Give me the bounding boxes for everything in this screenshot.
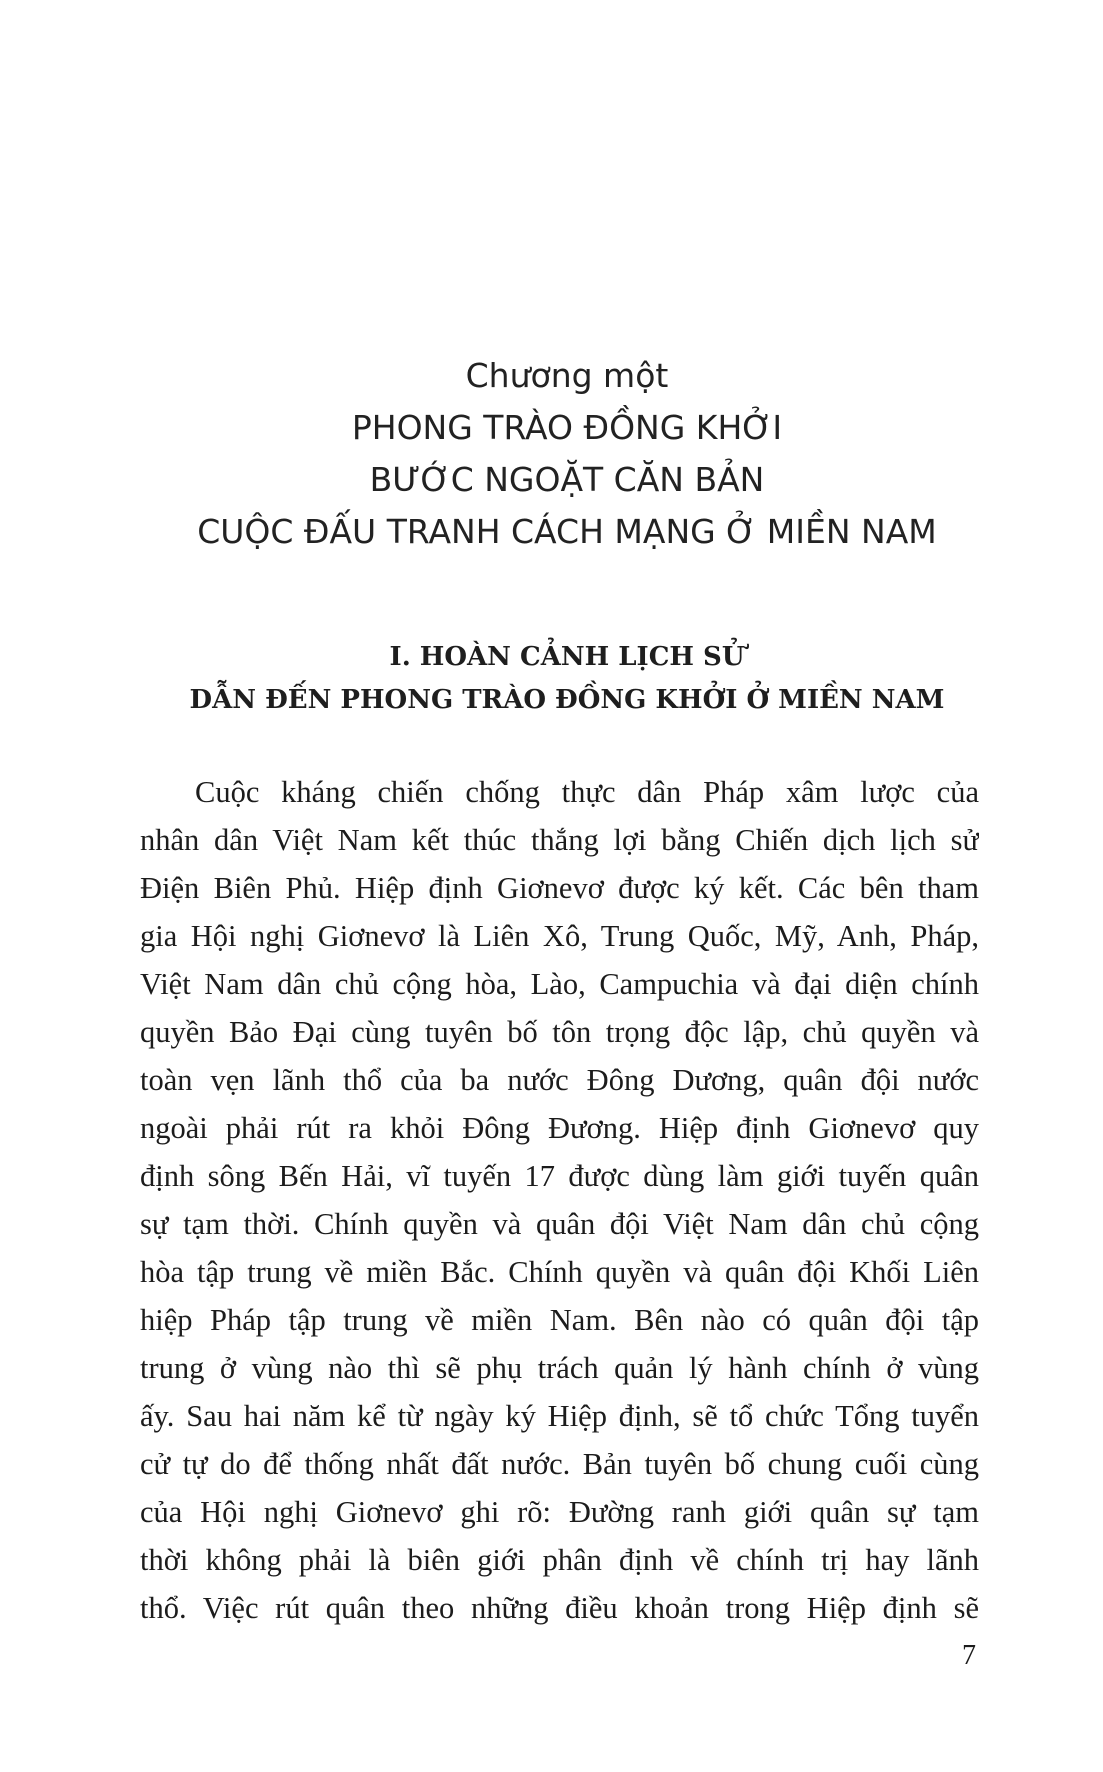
paragraph-line: thời không phải là biên giới phân định về chính trị hay lãnh	[140, 1543, 979, 1577]
body-paragraph	[140, 768, 979, 1632]
paragraph-line: hiệp Pháp tập trung về miền Nam. Bên nào có quân đội tập	[140, 1303, 979, 1337]
paragraph-line: Việt Nam dân chủ cộng hòa, Lào, Campuchia và đại diện chính	[140, 967, 979, 1001]
section-title-line-1: I. HOÀN CẢNH LỊCH SỬ	[389, 642, 745, 672]
chapter-title-line-3: CUỘC ĐẤU TRANH CÁCH MẠNG Ở MIỀN NAM	[197, 512, 937, 551]
paragraph-line: thổ. Việc rút quân theo những điều khoản trong Hiệp định sẽ	[140, 1591, 979, 1625]
chapter-heading	[140, 350, 994, 558]
paragraph-line: gia Hội nghị Giơnevơ là Liên Xô, Trung Quốc, Mỹ, Anh, Pháp,	[140, 919, 979, 953]
paragraph-line: quyền Bảo Đại cùng tuyên bố tôn trọng độc lập, chủ quyền và	[140, 1015, 979, 1049]
paragraph-line: cử tự do để thống nhất đất nước. Bản tuyên bố chung cuối cùng	[140, 1447, 979, 1481]
section-heading	[140, 636, 994, 722]
section-title-line-2: DẪN ĐẾN PHONG TRÀO ĐỒNG KHỞI Ở MIỀN NAM	[189, 685, 945, 715]
paragraph-line: ấy. Sau hai năm kể từ ngày ký Hiệp định, sẽ tổ chức Tổng tuyển	[140, 1399, 979, 1433]
page-number: 7	[962, 1640, 976, 1671]
paragraph-line: nhân dân Việt Nam kết thúc thắng lợi bằng Chiến dịch lịch sử	[140, 823, 979, 857]
paragraph-line: của Hội nghị Giơnevơ ghi rõ: Đường ranh giới quân sự tạm	[140, 1495, 979, 1529]
paragraph-line: toàn vẹn lãnh thổ của ba nước Đông Dương, quân đội nước	[140, 1063, 979, 1097]
paragraph-line: Điện Biên Phủ. Hiệp định Giơnevơ được ký kết. Các bên tham	[140, 871, 979, 905]
chapter-label: Chương một	[465, 356, 669, 395]
paragraph-line: Cuộc kháng chiến chống thực dân Pháp xâm lược của	[195, 775, 979, 809]
chapter-title-line-2: BƯỚC NGOẶT CĂN BẢN	[369, 460, 765, 499]
paragraph-line: ngoài phải rút ra khỏi Đông Đương. Hiệp định Giơnevơ quy	[140, 1111, 979, 1145]
paragraph-line: sự tạm thời. Chính quyền và quân đội Việt Nam dân chủ cộng	[140, 1207, 979, 1241]
paragraph-line: định sông Bến Hải, vĩ tuyến 17 được dùng làm giới tuyến quân	[140, 1159, 979, 1193]
chapter-title-line-1: PHONG TRÀO ĐỒNG KHỞI	[351, 408, 783, 447]
paragraph-line: hòa tập trung về miền Bắc. Chính quyền và quân đội Khối Liên	[140, 1255, 979, 1289]
paragraph-line: trung ở vùng nào thì sẽ phụ trách quản lý hành chính ở vùng	[140, 1351, 979, 1385]
